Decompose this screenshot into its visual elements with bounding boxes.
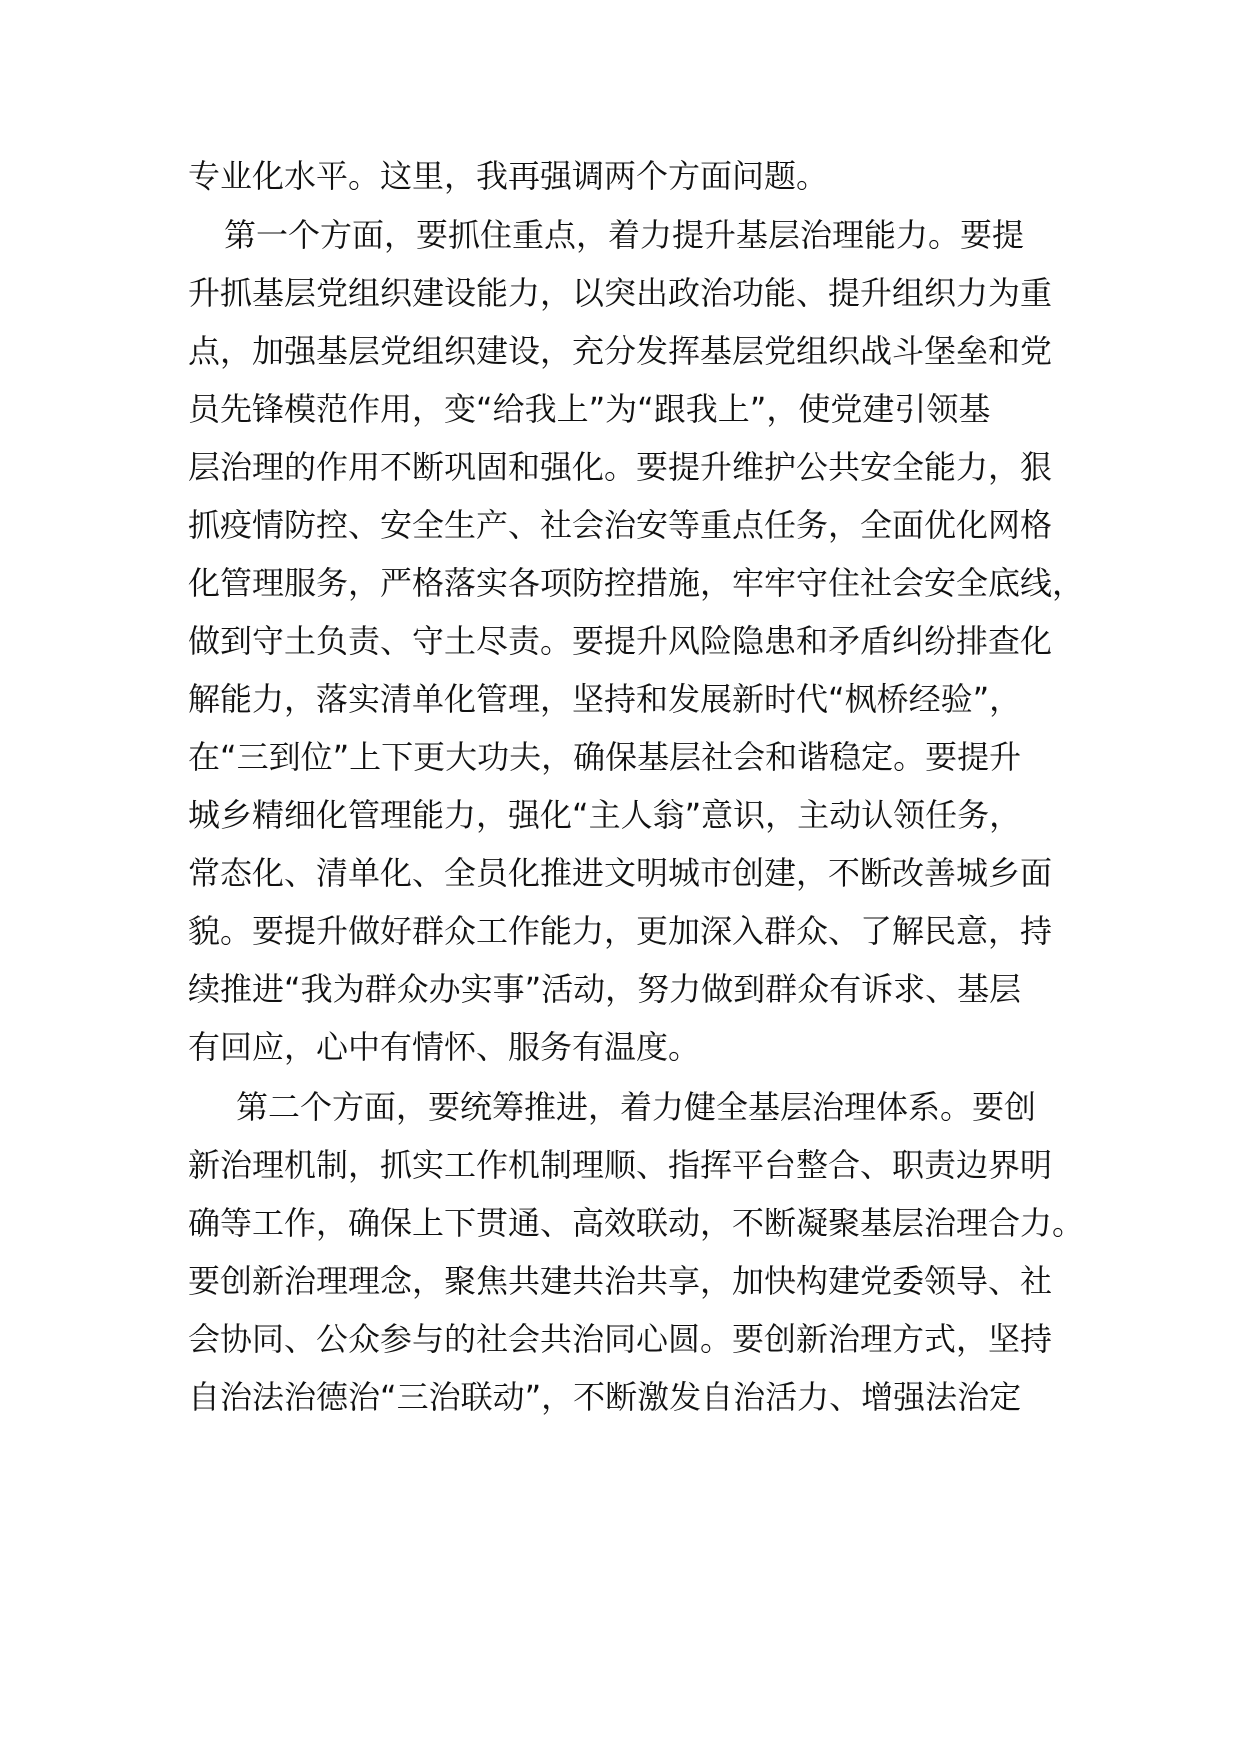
text-line: 员先锋模范作用，变“给我上”为“跟我上”，使党建引领基 <box>188 390 991 428</box>
text-line: 抓疫情防控、安全生产、社会治安等重点任务，全面优化网格 <box>188 506 1053 544</box>
text-line: 确等工作，确保上下贯通、高效联动，不断凝聚基层治理合力。 <box>188 1204 1085 1242</box>
paragraph-start-line: 第二个方面，要统筹推进，着力健全基层治理体系。要创 <box>236 1088 1037 1126</box>
text-line: 城乡精细化管理能力，强化“主人翁”意识，主动认领任务， <box>188 796 1022 834</box>
text-line: 常态化、清单化、全员化推进文明城市创建，不断改善城乡面 <box>188 854 1053 892</box>
text-line: 自治法治德治“三治联动”，不断激发自治活力、增强法治定 <box>188 1378 1022 1416</box>
text-line: 专业化水平。这里，我再强调两个方面问题。 <box>188 157 829 195</box>
text-line: 解能力，落实清单化管理，坚持和发展新时代“枫桥经验”， <box>188 680 1022 718</box>
text-line: 貌。要提升做好群众工作能力，更加深入群众、了解民意，持 <box>188 912 1053 950</box>
text-line: 要创新治理理念，聚焦共建共治共享，加快构建党委领导、社 <box>188 1262 1053 1300</box>
text-line: 新治理机制，抓实工作机制理顺、指挥平台整合、职责边界明 <box>188 1146 1053 1184</box>
text-line: 会协同、公众参与的社会共治同心圆。要创新治理方式，坚持 <box>188 1320 1053 1358</box>
text-line: 点，加强基层党组织建设，充分发挥基层党组织战斗堡垒和党 <box>188 332 1053 370</box>
text-line: 有回应，心中有情怀、服务有温度。 <box>188 1028 701 1066</box>
text-line: 做到守土负责、守土尽责。要提升风险隐患和矛盾纠纷排查化 <box>188 622 1053 660</box>
text-line: 续推进“我为群众办实事”活动，努力做到群众有诉求、基层 <box>188 970 1022 1008</box>
text-line: 在“三到位”上下更大功夫，确保基层社会和谐稳定。要提升 <box>188 738 1022 776</box>
text-line: 升抓基层党组织建设能力，以突出政治功能、提升组织力为重 <box>188 274 1053 312</box>
text-line: 化管理服务，严格落实各项防控措施，牢牢守住社会安全底线， <box>188 564 1085 602</box>
paragraph-start-line: 第一个方面，要抓住重点，着力提升基层治理能力。要提 <box>224 216 1025 254</box>
text-line: 层治理的作用不断巩固和强化。要提升维护公共安全能力，狠 <box>188 448 1053 486</box>
